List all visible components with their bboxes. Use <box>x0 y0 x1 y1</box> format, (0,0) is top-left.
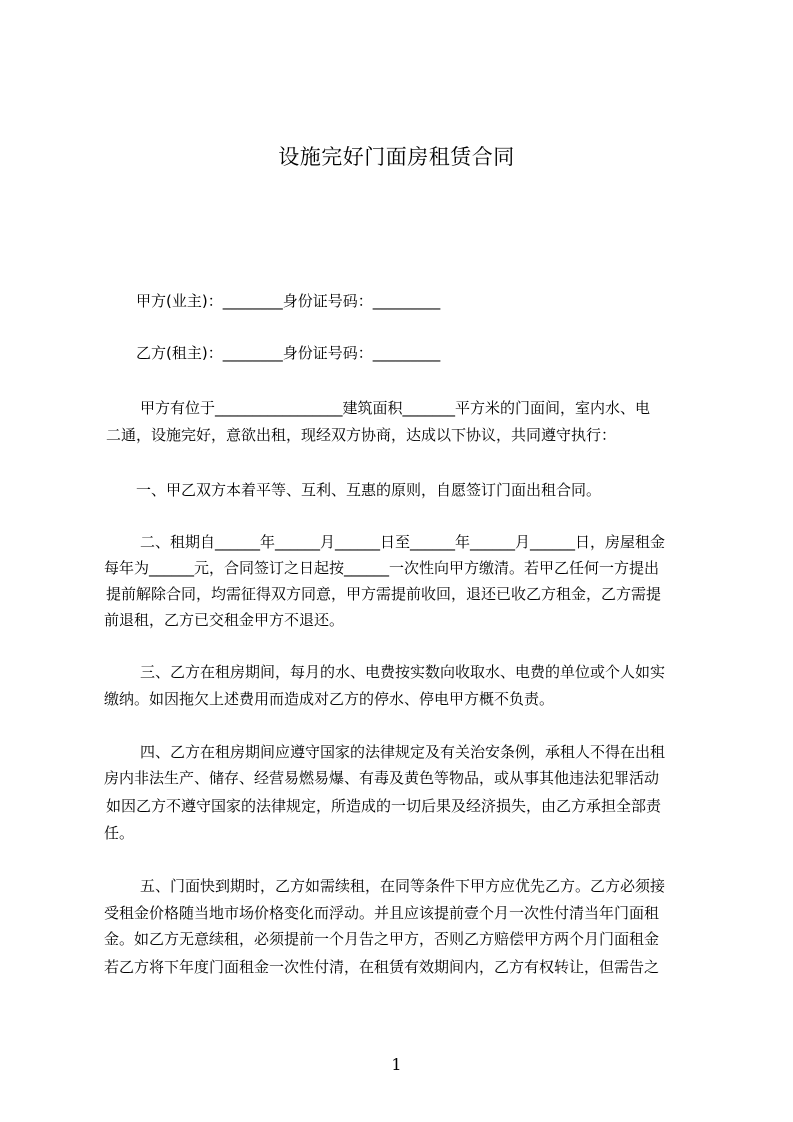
clause-5-line: 若乙方将下年度门面租金一次性付清，在租赁有效期间内，乙方有权转让，但需告之 <box>104 958 660 976</box>
clause-2-line: 提前解除合同，均需征得双方同意，甲方需提前收回，退还已收乙方租金，乙方需提 <box>106 585 662 603</box>
clause-3-line: 缴纳。如因拖欠上述费用而造成对乙方的停水、停电甲方概不负责。 <box>104 690 555 708</box>
clause-2-line: 每年为______元，合同签订之日起按______一次性向甲方缴清。若甲乙任何一方提出 <box>104 559 660 577</box>
clause-4-line: 房内非法生产、储存、经营易燃易爆、有毒及黄色等物品，或从事其他违法犯罪活动 <box>104 769 660 787</box>
clause-5-line: 金。如乙方无意续租，必须提前一个月告之甲方，否则乙方赔偿甲方两个月门面租金 <box>104 930 660 948</box>
page-number: 1 <box>391 1055 402 1074</box>
clause-2-line: 二、租期自______年______月______日至______年______月______日，房屋租金 <box>140 533 666 551</box>
clause-4-line: 四、乙方在租房期间应遵守国家的法律规定及有关治安条例，承租人不得在出租 <box>140 743 666 761</box>
party-b-line: 乙方(租主)：________身份证号码：_________ <box>136 344 441 362</box>
clause-2-line: 前退租，乙方已交租金甲方不退还。 <box>104 611 345 629</box>
party-a-line: 甲方(业主)：________身份证号码：_________ <box>136 292 441 310</box>
clause-3-line: 三、乙方在租房期间，每月的水、电费按实数向收取水、电费的单位或个人如实 <box>140 663 666 681</box>
clause-4-line: 如因乙方不遵守国家的法律规定，所造成的一切后果及经济损失，由乙方承担全部责 <box>106 797 662 815</box>
clause-5-line: 受租金价格随当地市场价格变化而浮动。并且应该提前壹个月一次性付清当年门面租 <box>104 904 660 922</box>
document-title: 设施完好门面房租赁合同 <box>278 145 515 169</box>
intro-line: 甲方有位于_________________建筑面积_______平方米的门面间，室内水、电 <box>140 399 651 417</box>
clause-1-line: 一、甲乙双方本着平等、互利、互惠的原则，自愿签订门面出租合同。 <box>136 481 602 499</box>
intro-line: 二通，设施完好，意欲出租，现经双方协商，达成以下协议，共同遵守执行： <box>106 426 617 444</box>
clause-4-line: 任。 <box>104 824 135 842</box>
clause-5-line: 五、门面快到期时，乙方如需续租，在同等条件下甲方应优先乙方。乙方必须接 <box>140 877 666 895</box>
